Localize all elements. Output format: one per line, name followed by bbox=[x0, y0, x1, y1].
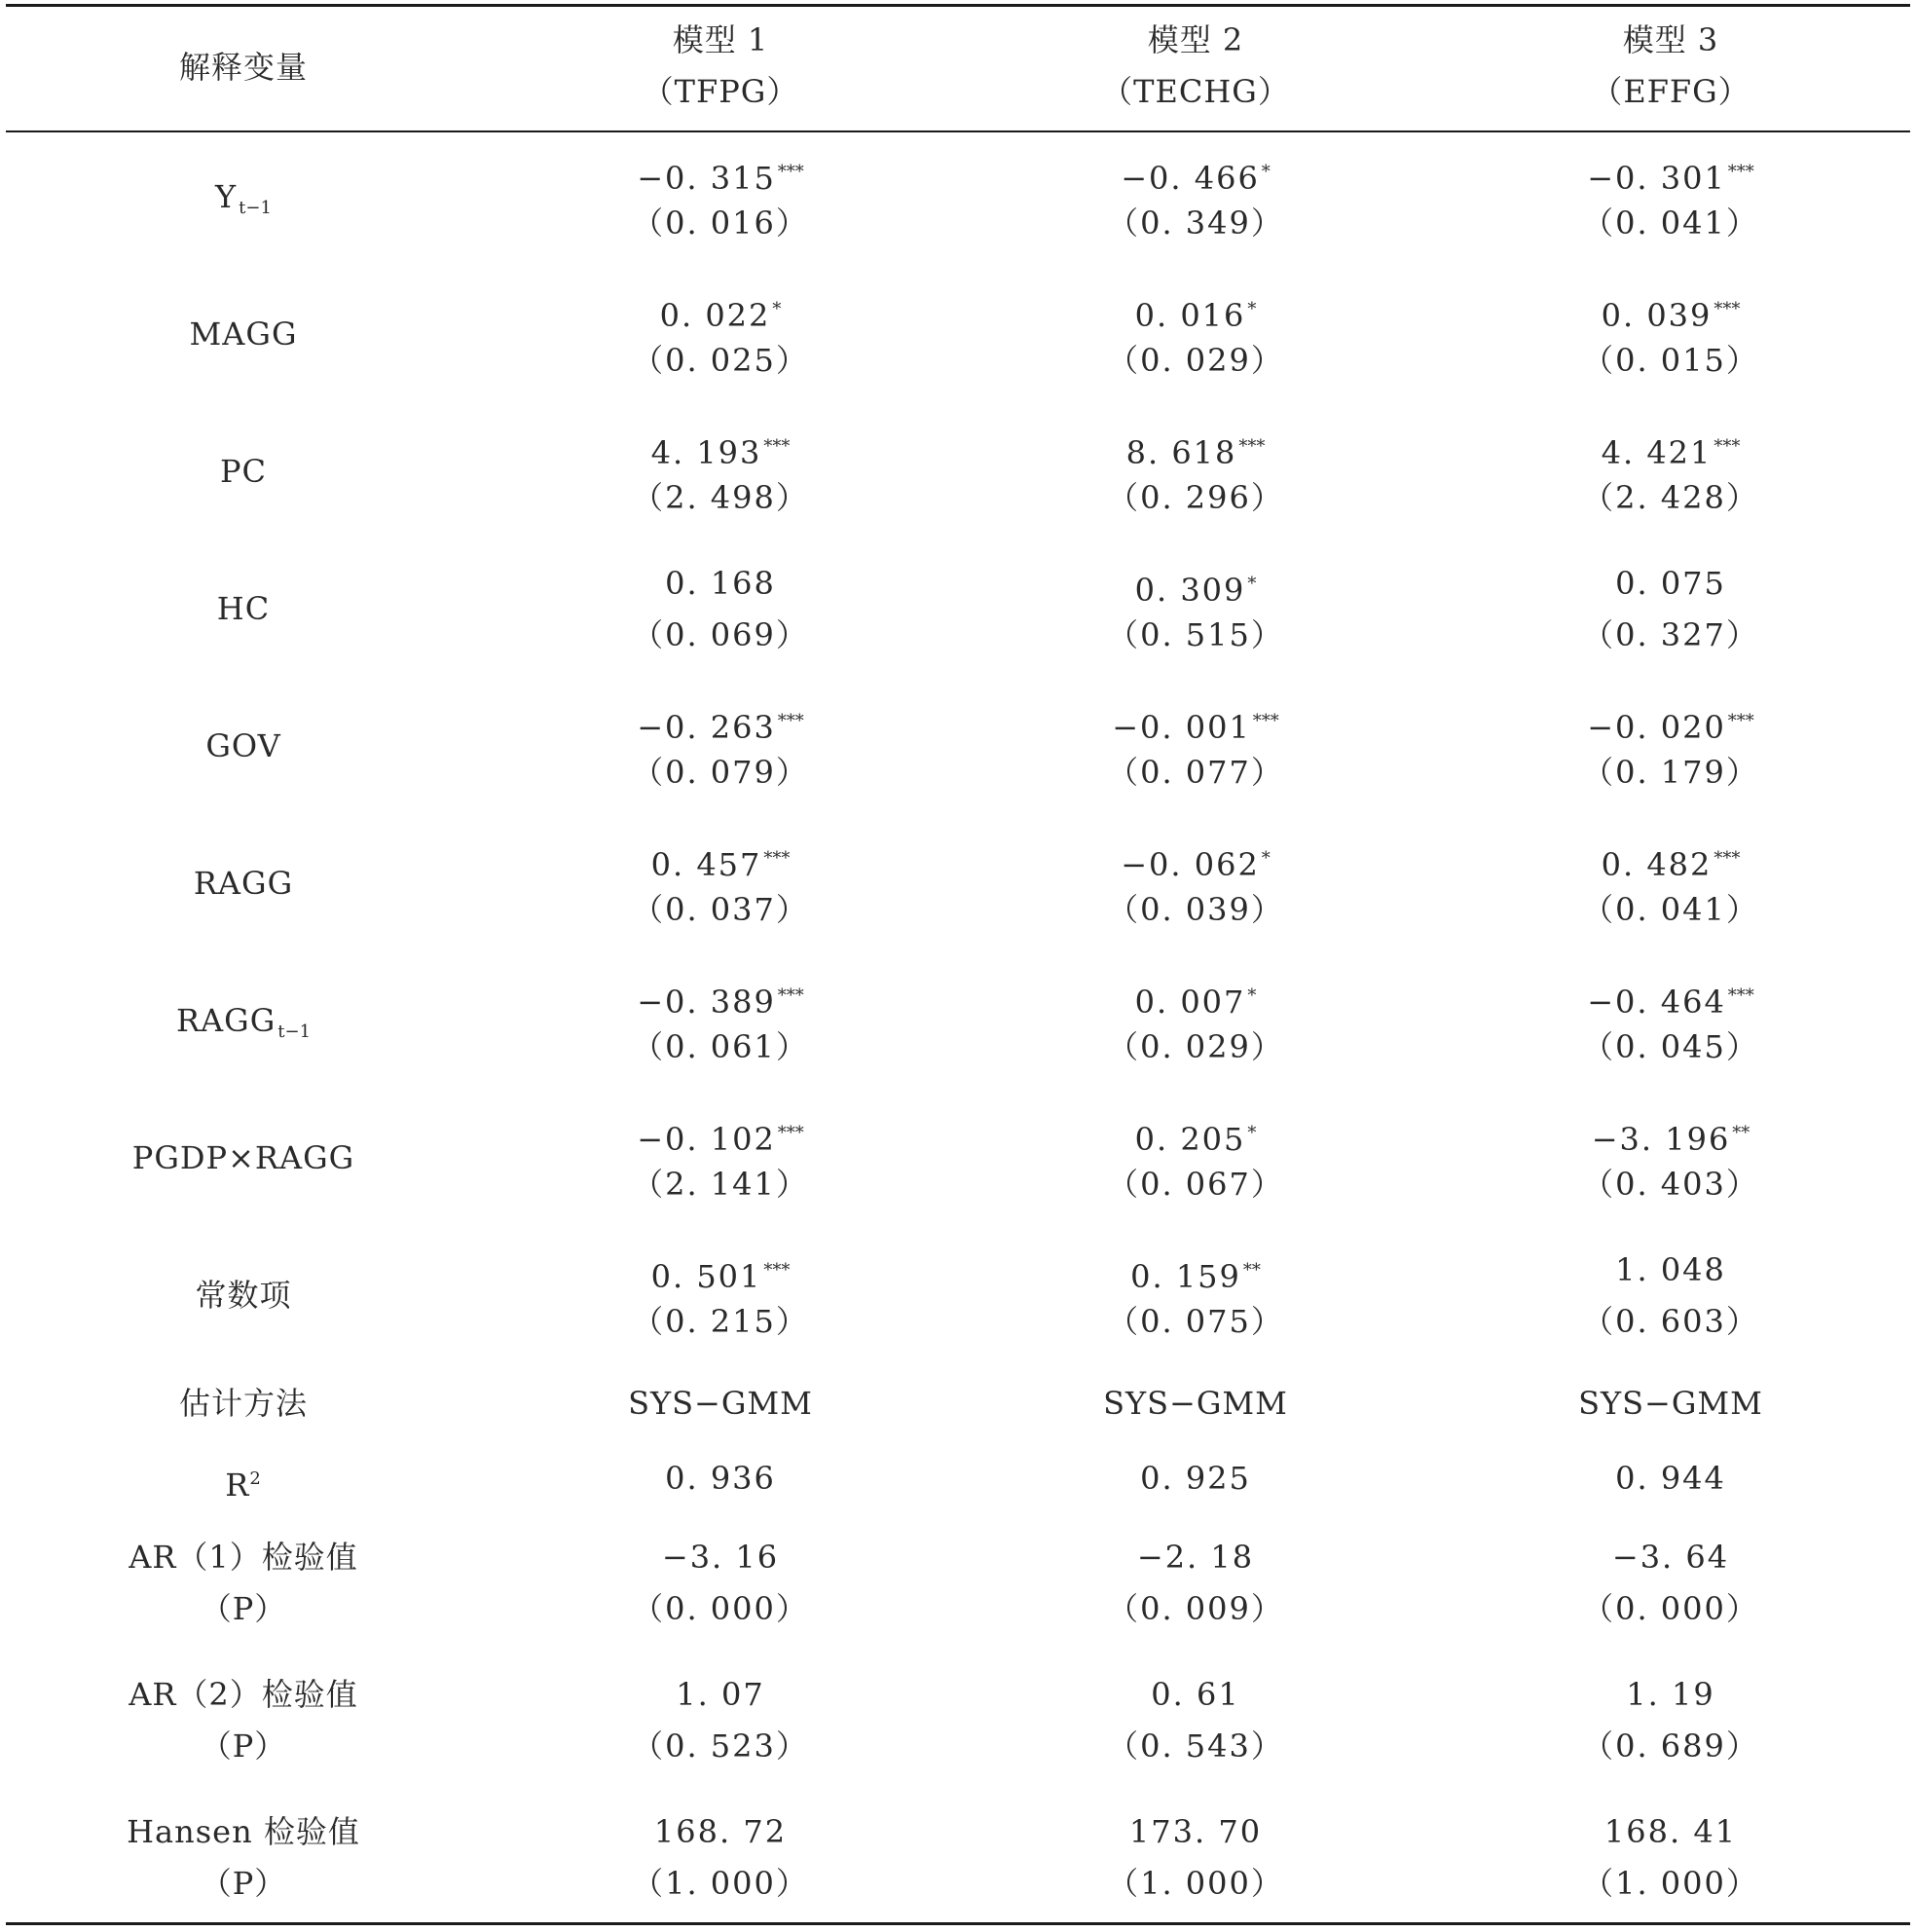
hansen-label: Hansen 检验值 （P） bbox=[127, 1813, 360, 1902]
coef-cell-model-2: 0. 205 * （0. 067） bbox=[1107, 1121, 1284, 1203]
significance-stars: *** bbox=[1238, 436, 1266, 457]
significance-stars: *** bbox=[1713, 299, 1741, 319]
significance-stars: *** bbox=[1713, 436, 1741, 457]
coef-cell-model-3: −0. 020 *** （0. 179） bbox=[1582, 709, 1759, 791]
significance-stars: *** bbox=[777, 711, 804, 731]
coef-cell-model-1: 4. 193 *** （2. 498） bbox=[632, 434, 809, 516]
significance-stars: * bbox=[1247, 299, 1257, 319]
coef-cell-model-2: 0. 007 * （0. 029） bbox=[1107, 984, 1284, 1065]
ar1-label: AR（1）检验值 （P） bbox=[129, 1539, 358, 1627]
significance-stars: *** bbox=[763, 436, 791, 457]
coef-cell-model-3: 0. 075 （0. 327） bbox=[1582, 565, 1759, 653]
significance-stars: *** bbox=[777, 162, 804, 182]
significance-stars: * bbox=[1247, 1123, 1257, 1143]
method-model-1: SYS−GMM bbox=[628, 1385, 813, 1422]
method-model-2: SYS−GMM bbox=[1103, 1385, 1288, 1422]
ar2-model-3: 1. 19 （0. 689） bbox=[1582, 1676, 1759, 1765]
significance-stars: *** bbox=[777, 985, 804, 1006]
significance-stars: * bbox=[1261, 162, 1271, 182]
coef-cell-model-2: 0. 159 ** （0. 075） bbox=[1107, 1258, 1284, 1340]
row-label: GOV bbox=[205, 727, 281, 764]
r2-model-3: 0. 944 bbox=[1615, 1460, 1726, 1497]
significance-stars: *** bbox=[1713, 848, 1741, 869]
method-label: 估计方法 bbox=[178, 1385, 308, 1422]
significance-stars: *** bbox=[763, 1260, 791, 1281]
r2-model-1: 0. 936 bbox=[665, 1460, 776, 1497]
row-label: 常数项 bbox=[195, 1277, 292, 1314]
coef-cell-model-1: −0. 315 *** （0. 016） bbox=[632, 160, 809, 242]
row-label: PC bbox=[219, 453, 267, 490]
r2-model-2: 0. 925 bbox=[1140, 1460, 1251, 1497]
row-label: RAGG bbox=[193, 865, 294, 902]
coef-cell-model-1: 0. 457 *** （0. 037） bbox=[632, 846, 809, 928]
coef-cell-model-2: 0. 016 * （0. 029） bbox=[1107, 297, 1284, 379]
ar1-model-1: −3. 16 （0. 000） bbox=[632, 1539, 809, 1627]
coef-cell-model-3: 0. 039 *** （0. 015） bbox=[1582, 297, 1759, 379]
significance-stars: * bbox=[1261, 848, 1271, 869]
table-bottom-rule bbox=[6, 1922, 1910, 1925]
table-header-rule bbox=[6, 130, 1910, 132]
method-model-3: SYS−GMM bbox=[1578, 1385, 1763, 1422]
coef-cell-model-1: 0. 022 * （0. 025） bbox=[632, 297, 809, 379]
header-model-1: 模型 1 （TFPG） bbox=[642, 21, 799, 110]
row-label: HC bbox=[216, 590, 271, 627]
row-label: Y $_{t-1}$ bbox=[215, 178, 272, 218]
significance-stars: *** bbox=[1727, 162, 1754, 182]
hansen-model-2: 173. 70 （1. 000） bbox=[1107, 1813, 1284, 1902]
coef-cell-model-3: −3. 196 ** （0. 403） bbox=[1582, 1121, 1759, 1203]
coef-cell-model-2: −0. 001 *** （0. 077） bbox=[1107, 709, 1284, 791]
significance-stars: *** bbox=[1252, 711, 1279, 731]
ar2-model-2: 0. 61 （0. 543） bbox=[1107, 1676, 1284, 1765]
table-top-rule bbox=[6, 4, 1910, 7]
significance-stars: *** bbox=[763, 848, 791, 869]
significance-stars: *** bbox=[777, 1123, 804, 1143]
significance-stars: ** bbox=[1732, 1123, 1750, 1143]
header-model-3: 模型 3 （EFFG） bbox=[1591, 21, 1750, 110]
coef-cell-model-3: −0. 301 *** （0. 041） bbox=[1582, 160, 1759, 242]
ar2-model-1: 1. 07 （0. 523） bbox=[632, 1676, 809, 1765]
coef-cell-model-1: −0. 102 *** （2. 141） bbox=[632, 1121, 809, 1203]
header-var-label: 解释变量 bbox=[178, 49, 308, 86]
row-label: MAGG bbox=[189, 316, 298, 353]
ar2-label: AR（2）检验值 （P） bbox=[129, 1676, 358, 1765]
ar1-model-3: −3. 64 （0. 000） bbox=[1582, 1539, 1759, 1627]
coef-cell-model-3: 0. 482 *** （0. 041） bbox=[1582, 846, 1759, 928]
coef-cell-model-3: −0. 464 *** （0. 045） bbox=[1582, 984, 1759, 1065]
coef-cell-model-1: 0. 501 *** （0. 215） bbox=[632, 1258, 809, 1340]
coef-cell-model-2: −0. 466 * （0. 349） bbox=[1107, 160, 1284, 242]
coef-cell-model-2: 0. 309 * （0. 515） bbox=[1107, 572, 1284, 653]
coef-cell-model-1: −0. 263 *** （0. 079） bbox=[632, 709, 809, 791]
significance-stars: * bbox=[772, 299, 782, 319]
header-model-2: 模型 2 （TECHG） bbox=[1101, 21, 1290, 110]
coef-cell-model-2: −0. 062 * （0. 039） bbox=[1107, 846, 1284, 928]
significance-stars: *** bbox=[1727, 711, 1754, 731]
coef-cell-model-1: 0. 168 （0. 069） bbox=[632, 565, 809, 653]
hansen-model-3: 168. 41 （1. 000） bbox=[1582, 1813, 1759, 1902]
hansen-model-1: 168. 72 （1. 000） bbox=[632, 1813, 809, 1902]
row-label: PGDP×RAGG bbox=[131, 1139, 355, 1176]
significance-stars: *** bbox=[1727, 985, 1754, 1006]
coef-cell-model-1: −0. 389 *** （0. 061） bbox=[632, 984, 809, 1065]
r2-label: $R^2$ bbox=[225, 1467, 262, 1504]
significance-stars: * bbox=[1247, 574, 1257, 594]
row-label: RAGG $_{t-1}$ bbox=[175, 1002, 312, 1042]
significance-stars: ** bbox=[1242, 1260, 1261, 1281]
coef-cell-model-2: 8. 618 *** （0. 296） bbox=[1107, 434, 1284, 516]
significance-stars: * bbox=[1247, 985, 1257, 1006]
coef-cell-model-3: 1. 048 （0. 603） bbox=[1582, 1251, 1759, 1340]
ar1-model-2: −2. 18 （0. 009） bbox=[1107, 1539, 1284, 1627]
coef-cell-model-3: 4. 421 *** （2. 428） bbox=[1582, 434, 1759, 516]
